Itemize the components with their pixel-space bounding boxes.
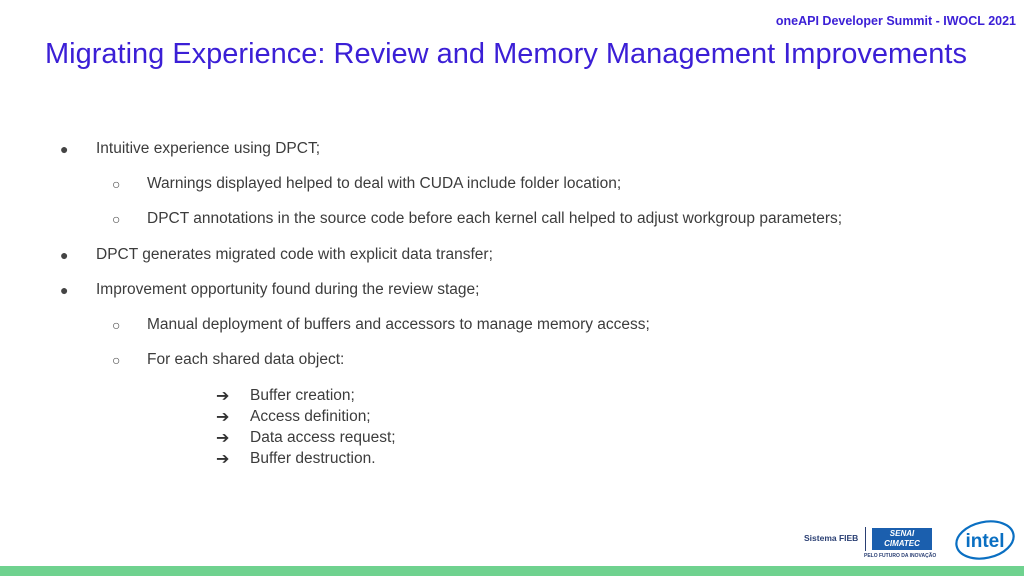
arrow-right-icon: ➔ [216,409,230,426]
footer-bar [0,566,1024,576]
logo-divider [865,527,866,551]
senai-logo-line2: CIMATEC [884,539,920,548]
step-item: Buffer creation; [250,387,355,404]
step-item: Access definition; [250,408,371,425]
bullet-item: DPCT generates migrated code with explicit data transfer; [96,246,493,263]
bullet-item: Improvement opportunity found during the review stage; [96,281,480,298]
arrow-right-icon: ➔ [216,451,230,468]
slide-title: Migrating Experience: Review and Memory Management Improvements [45,38,967,70]
sub-bullet-item: Warnings displayed helped to deal with CUDA include folder location; [147,175,622,192]
arrow-right-icon: ➔ [216,388,230,405]
senai-tagline: PELO FUTURO DA INOVAÇÃO [864,553,937,559]
step-item: Data access request; [250,429,396,446]
intel-logo-text: intel [965,531,1005,552]
intel-logo [954,518,1016,560]
sistema-fieb-logo: Sistema FIEB [804,533,859,543]
sub-bullet-item: Manual deployment of buffers and accessors to manage memory access; [147,316,650,333]
sub-bullet-circle-icon: ○ [112,176,121,192]
sub-bullet-item: For each shared data object: [147,351,345,368]
bullet-dot-icon: ● [60,247,69,263]
bullet-item: Intuitive experience using DPCT; [96,140,321,157]
sub-bullet-circle-icon: ○ [112,211,121,227]
summit-header: oneAPI Developer Summit - IWOCL 2021 [775,14,1016,28]
bullet-dot-icon: ● [60,282,69,298]
arrow-right-icon: ➔ [216,430,230,447]
sub-bullet-item: DPCT annotations in the source code before each kernel call helped to adjust workgroup parameters; [147,210,843,227]
sub-bullet-circle-icon: ○ [112,352,121,368]
senai-logo-line1: SENAI [889,529,915,538]
bullet-dot-icon: ● [60,141,69,157]
senai-cimatec-logo [872,528,932,550]
step-item: Buffer destruction. [250,450,376,467]
sub-bullet-circle-icon: ○ [112,317,121,333]
